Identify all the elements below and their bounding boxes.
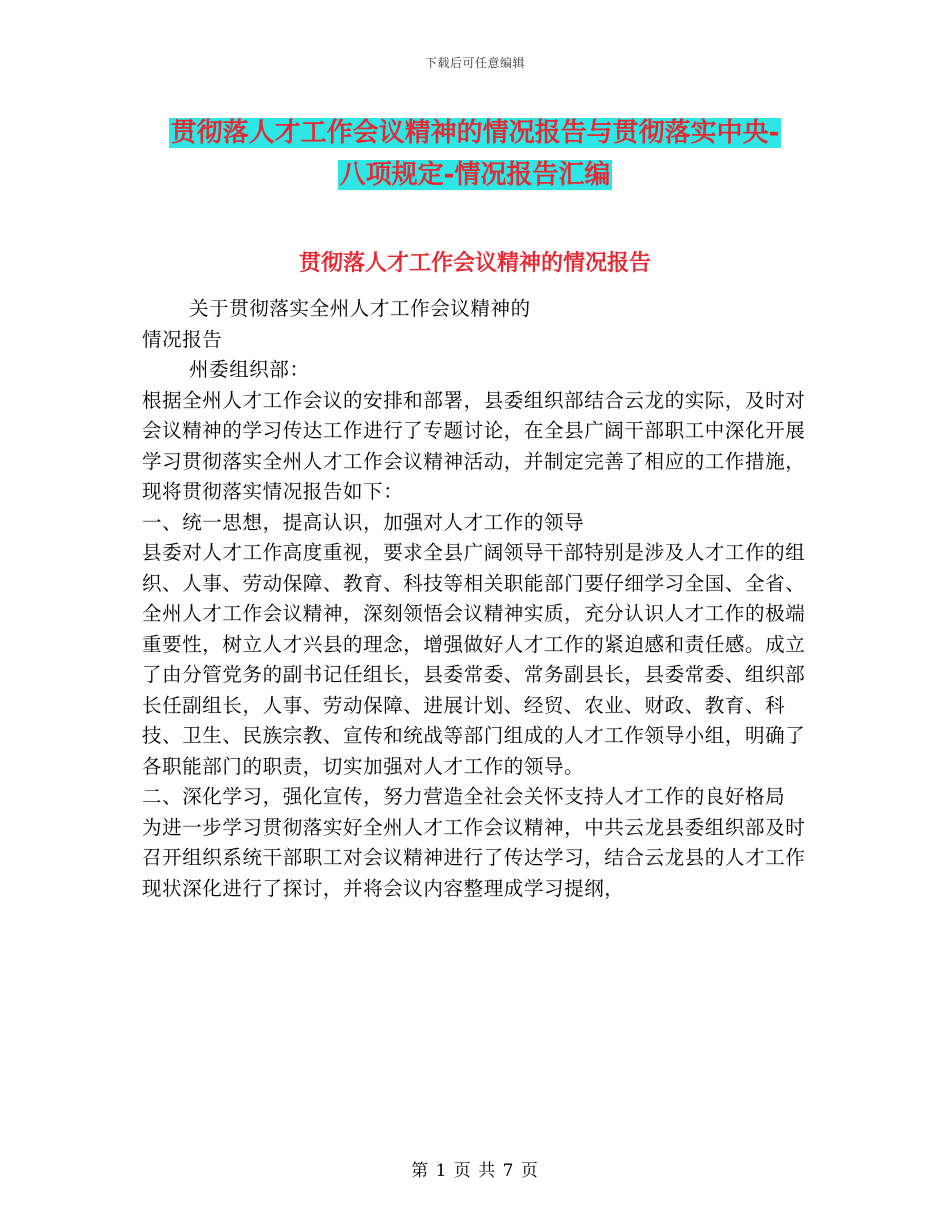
- document-title-line-2: 八项规定-情况报告汇编: [339, 160, 611, 190]
- report-heading-line-2: 情况报告: [142, 327, 223, 351]
- addressee: 州委组织部：: [189, 358, 310, 381]
- document-title-line-1: 贯彻落人才工作会议精神的情况报告与贯彻落实中央-: [170, 118, 780, 148]
- intro-paragraph: 根据全州人才工作会议的安排和部署，县委组织部结合云龙的实际，及时对会议精神的学习传达工作进行了专题讨论，在全县广阔干部职工中深化开展学习贯彻落实全州人才工作会议精神活动，并制定完善了相应的工作措施，现将贯彻落实情况报告如下：: [142, 388, 806, 503]
- section-1-paragraph: 县委对人才工作高度重视，要求全县广阔领导干部特别是涉及人才工作的组织、人事、劳动保障、教育、科技等相关职能部门要仔细学习全国、全省、全州人才工作会议精神，深刻领悟会议精神实质，充分认识人才工作的极端重要性，树立人才兴县的理念，增强做好人才工作的紧迫感和责任感。成立了由分管党务的副书记任组长，县委常委、常务副县长，县委常委、组织部长任副组长，人事、劳动保障、进展计划、经贸、农业、财政、教育、科技、卫生、民族宗教、宣传和统战等部门组成的人才工作领导小组，明确了各职能部门的职责，切实加强对人才工作的领导。: [142, 541, 806, 778]
- section-2-paragraph: 为进一步学习贯彻落实好全州人才工作会议精神，中共云龙县委组织部及时召开组织系统干部职工对会议精神进行了传达学习，结合云龙县的人才工作现状深化进行了探讨，并将会议内容整理成学习提纲，: [142, 815, 806, 900]
- report-heading-line-1: 关于贯彻落实全州人才工作会议精神的: [189, 297, 531, 320]
- section-heading-1: 一、统一思想，提高认识，加强对人才工作的领导: [142, 510, 585, 534]
- document-title: [0, 112, 950, 196]
- document-body: [142, 294, 822, 904]
- section-title: 贯彻落人才工作会议精神的情况报告: [298, 251, 651, 276]
- page-number: 第 1 页 共 7 页: [411, 1161, 539, 1181]
- header-note: 下载后可任意编辑: [424, 56, 525, 70]
- section-heading-2: 二、深化学习，强化宣传，努力营造全社会关怀支持人才工作的良好格局: [142, 785, 786, 808]
